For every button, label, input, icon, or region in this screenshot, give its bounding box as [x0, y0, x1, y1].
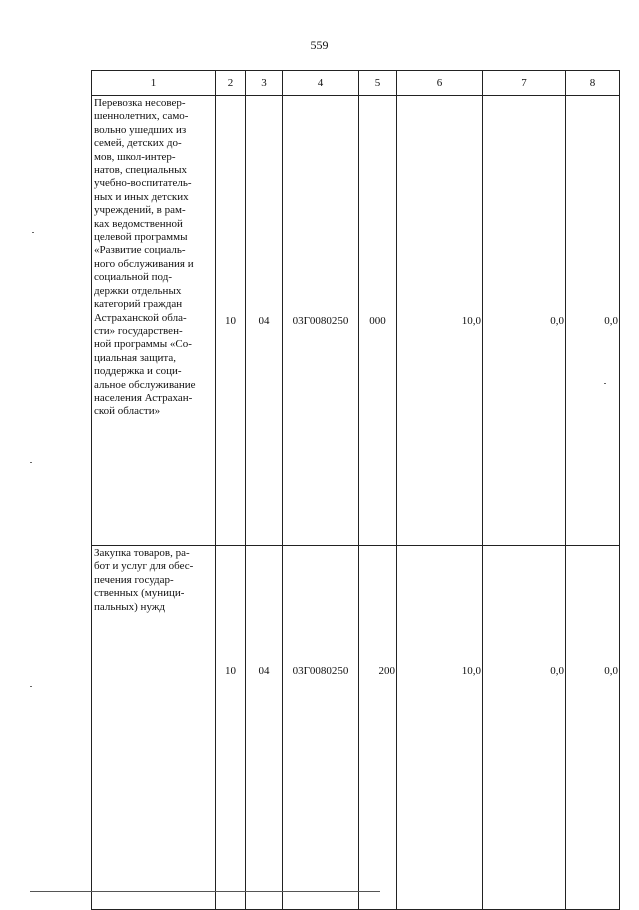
- amount-cell: 0,0: [566, 96, 620, 546]
- budget-table: [91, 70, 620, 910]
- description-line: вольно ушедших из: [94, 123, 187, 136]
- amount-cell: 10,0: [397, 96, 483, 546]
- column-header: 2: [216, 71, 246, 96]
- expense-type-cell: 000: [359, 96, 397, 546]
- page-number: 559: [310, 38, 329, 52]
- column-header: 6: [397, 71, 483, 96]
- description-line: ного обслуживания и: [94, 257, 194, 270]
- scan-speck: [32, 232, 34, 233]
- scan-speck: [30, 462, 32, 463]
- column-header: 7: [483, 71, 566, 96]
- description-line: учреждений, в рам-: [94, 204, 186, 217]
- description-line: шеннолетних, само-: [94, 110, 189, 123]
- subsection-cell: 04: [246, 546, 283, 910]
- description-line: целевой программы: [94, 231, 188, 244]
- row-description: [92, 546, 216, 910]
- column-header: 3: [246, 71, 283, 96]
- description-line: Перевозка несовер-: [94, 97, 186, 109]
- description-line: ной программы «Со-: [94, 338, 192, 351]
- column-header: 4: [283, 71, 359, 96]
- description-line: Закупка товаров, ра-: [94, 547, 190, 559]
- description-line: ской области»: [94, 405, 161, 418]
- amount-cell: 0,0: [483, 96, 566, 546]
- description-line: категорий граждан: [94, 298, 183, 311]
- target-article-cell: 03Г0080250: [283, 546, 359, 910]
- description-line: держки отдельных: [94, 284, 182, 297]
- description-line: населения Астрахан-: [94, 391, 193, 404]
- description-line: семей, детских до-: [94, 137, 182, 150]
- description-line: ках ведомственной: [94, 217, 183, 230]
- column-header: 5: [359, 71, 397, 96]
- table-row: [92, 546, 620, 910]
- section-cell: 10: [216, 546, 246, 910]
- description-line: циальная защита,: [94, 351, 176, 364]
- expense-type-cell: 200: [359, 546, 397, 910]
- scan-speck: [30, 686, 32, 687]
- description-line: учебно-воспитатель-: [94, 177, 192, 190]
- description-line: альное обслуживание: [94, 378, 196, 391]
- table-header-row: [92, 71, 620, 96]
- description-line: пальных) нужд: [94, 600, 166, 613]
- description-line: «Развитие социаль-: [94, 244, 186, 257]
- description-line: ственных (муници-: [94, 587, 185, 600]
- description-line: натов, специальных: [94, 164, 188, 177]
- amount-cell: 0,0: [483, 546, 566, 910]
- target-article-cell: 03Г0080250: [283, 96, 359, 546]
- amount-cell: 0,0: [566, 546, 620, 910]
- scan-speck: [604, 383, 606, 384]
- bottom-rule: [30, 891, 380, 892]
- description-line: социальной под-: [94, 271, 172, 284]
- subsection-cell: 04: [246, 96, 283, 546]
- description-line: печения государ-: [94, 573, 174, 586]
- description-line: сти» государствен-: [94, 324, 183, 337]
- description-line: Астраханской обла-: [94, 311, 187, 324]
- description-line: бот и услуг для обес-: [94, 560, 194, 573]
- description-line: мов, школ-интер-: [94, 150, 176, 163]
- row-description: [92, 96, 216, 546]
- column-header: 1: [92, 71, 216, 96]
- amount-cell: 10,0: [397, 546, 483, 910]
- table-row: [92, 96, 620, 546]
- description-line: ных и иных детских: [94, 190, 189, 203]
- column-header: 8: [566, 71, 620, 96]
- section-cell: 10: [216, 96, 246, 546]
- description-line: поддержка и соци-: [94, 365, 182, 378]
